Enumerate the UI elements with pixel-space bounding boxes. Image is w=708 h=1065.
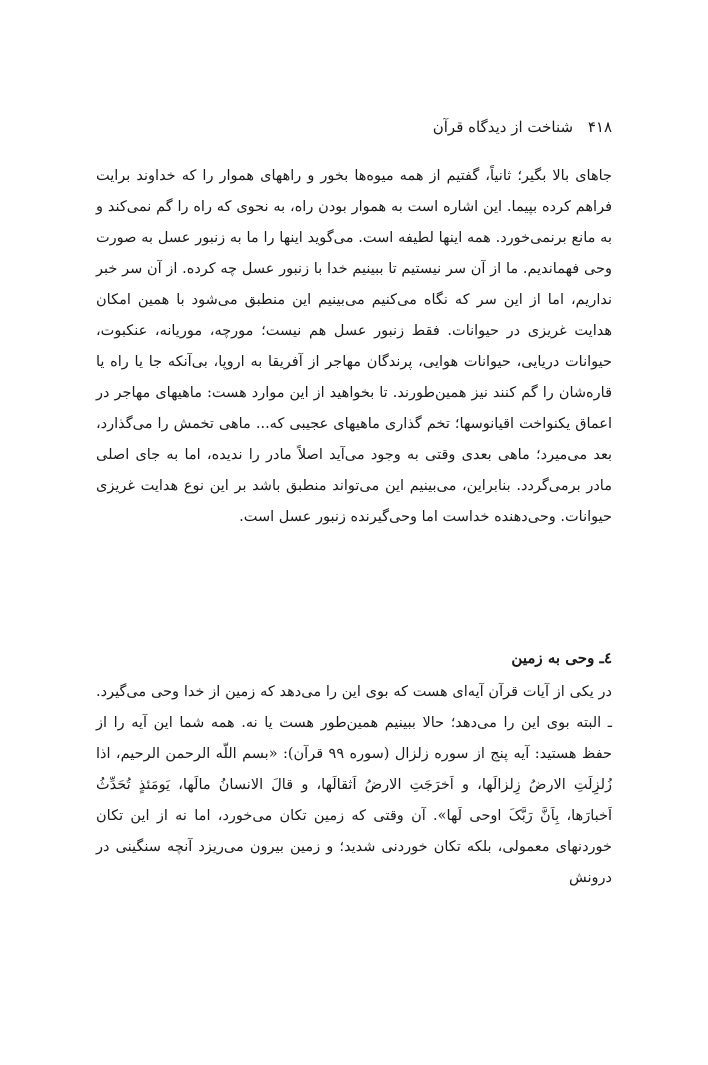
running-title: شناخت از دیدگاه قرآن: [432, 118, 574, 136]
body-paragraph-1: جاهای بالا بگیر؛ ثانیاً، گفتیم از همه میوه‌ها بخور و راههای هموار را که خداوند برایت فراهم کرده بپیما. این اشاره است به هموار بودن راه، به نحوی که راه را گم نمی‌کند و به مانع برنمی‌خورد. همه اینها لطیفه است. می‌گوید اینها را ما به زنبور عسل به صورت وحی فهماندیم. ما از آن سر نیستیم تا ببینیم خدا با زنبور عسل چه کرده. از آن سر خبر نداریم، اما از این سر که نگاه می‌کنیم می‌بینیم این منطبق می‌شود با همین امکان هدایت غریزی در حیوانات. فقط زنبور عسل هم نیست؛ مورچه، موریانه، عنکبوت، حیوانات دریایی، حیوانات هوایی، پرندگان مهاجر از آفریقا به اروپا، بی‌آنکه جا یا راه یا قاره‌شان را گم کنند نیز همین‌طورند. تا بخواهید از این موارد هست: ماهیهای مهاجر در اعماق یکنواخت اقیانوسها؛ تخم گذاری ماهیهای عجیبی که... ماهی تخمش را می‌گذارد، بعد می‌میرد؛ ماهی بعدی وقتی به وجود می‌آید اصلاً مادر را ندیده، اما به جای اصلی مادر برمی‌گردد. بنابراین، می‌بینیم این می‌تواند منطبق باشد بر این نوع هدایت غریزی حیوانات. وحی‌دهنده خداست اما وحی‌گیرنده زنبور عسل است.: [96, 168, 612, 525]
page-header: [96, 118, 612, 136]
body-paragraph-2: در یکی از آیات قرآن آیه‌ای هست که بوی این را می‌دهد که زمین از خدا وحی می‌گیرد. ـ البته بوی این را می‌دهد؛ حالا ببینیم همین‌طور هست یا نه. همه شما این آیه را از حفظ هستید: آیه پنج از سوره زلزال (سوره ۹۹ قرآن): «بسم اللّه الرحمن الرحیم، اذا زُلزِلَتِ الارضُ زِلزالَها، و اَخرَجَتِ الارضُ اَثقالَها، و قالَ الانسانُ مالَها، یَومَئذٍ تُحَدِّثُ اَخبارَها، بِاَنَّ رَبَّکَ اوحی لَها». آن وقتی که زمین تکان می‌خورد، اما نه از این تکان خوردنهای معمولی، بلکه تکان خوردنی شدید؛ و زمین بیرون می‌ریزد آنچه سنگینی در درونش: [96, 684, 612, 886]
page-number: ۴۱۸: [587, 118, 612, 136]
section-heading: ٤ـ وحی به زمین: [511, 649, 612, 667]
